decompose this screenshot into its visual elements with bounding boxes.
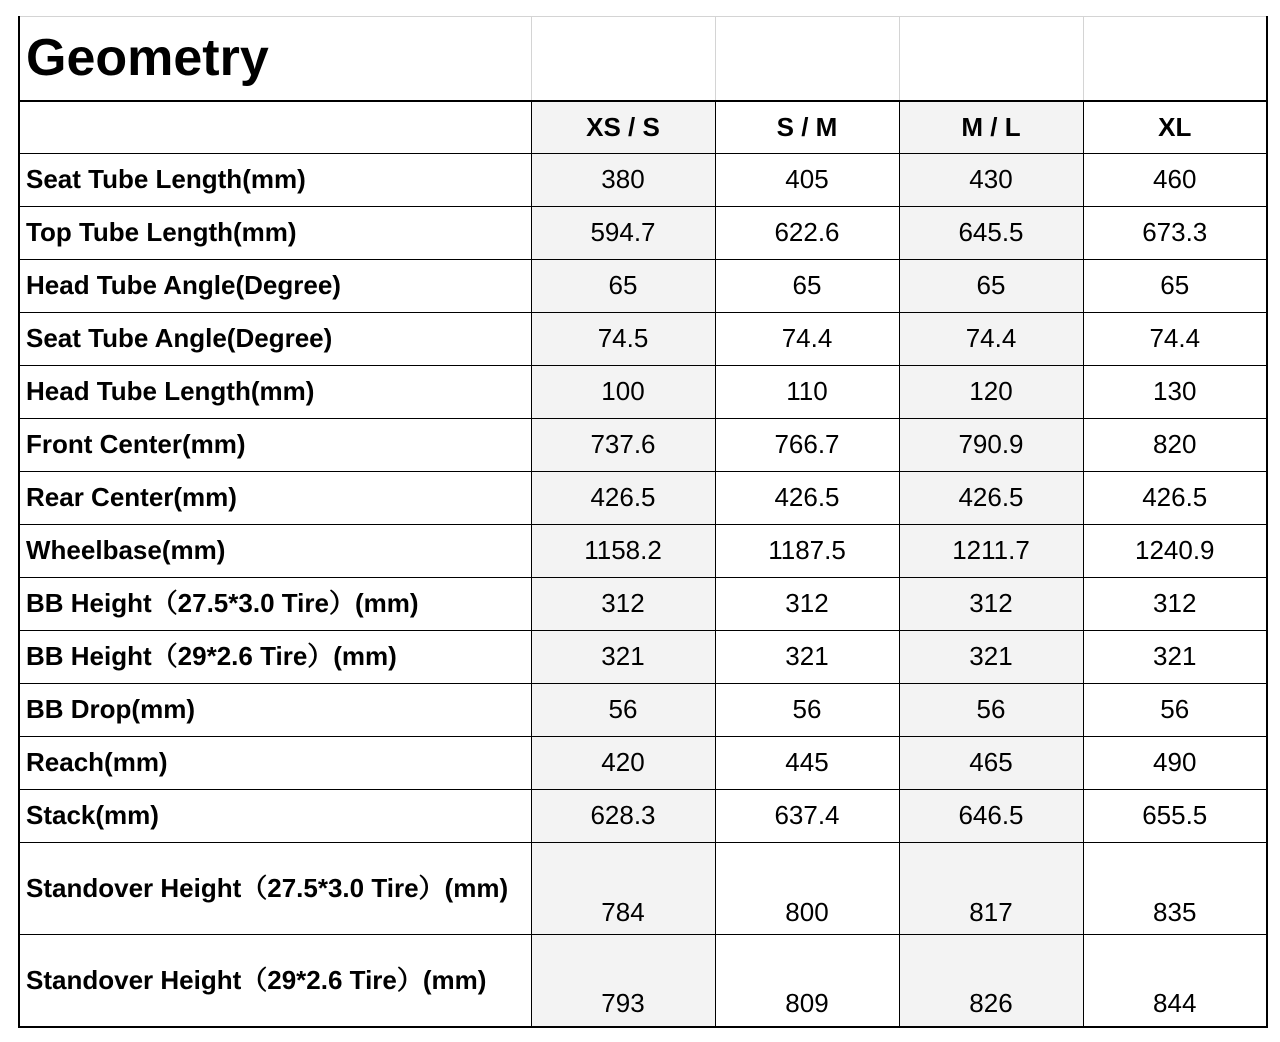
size-header-cell: XL [1083, 101, 1267, 154]
value-cell: 445 [715, 737, 899, 790]
value-cell: 793 [531, 935, 715, 1027]
row-label: Seat Tube Length(mm) [19, 154, 531, 207]
row-label: BB Drop(mm) [19, 684, 531, 737]
row-label: Standover Height（27.5*3.0 Tire）(mm) [19, 843, 531, 935]
value-cell: 100 [531, 366, 715, 419]
value-cell: 737.6 [531, 419, 715, 472]
value-cell: 65 [899, 260, 1083, 313]
empty-cell [1083, 17, 1267, 101]
value-cell: 405 [715, 154, 899, 207]
value-cell: 426.5 [531, 472, 715, 525]
value-cell: 420 [531, 737, 715, 790]
value-cell: 56 [899, 684, 1083, 737]
value-cell: 74.4 [899, 313, 1083, 366]
empty-cell [715, 17, 899, 101]
value-cell: 74.5 [531, 313, 715, 366]
empty-cell [531, 17, 715, 101]
value-cell: 490 [1083, 737, 1267, 790]
value-cell: 1187.5 [715, 525, 899, 578]
row-label: Stack(mm) [19, 790, 531, 843]
value-cell: 646.5 [899, 790, 1083, 843]
value-cell: 312 [715, 578, 899, 631]
value-cell: 835 [1083, 843, 1267, 935]
table-row [19, 737, 1267, 790]
empty-cell [899, 17, 1083, 101]
header-corner-cell [19, 101, 531, 154]
size-header-cell: S / M [715, 101, 899, 154]
row-label: BB Height（27.5*3.0 Tire）(mm) [19, 578, 531, 631]
value-cell: 784 [531, 843, 715, 935]
table-row [19, 684, 1267, 737]
row-label: Wheelbase(mm) [19, 525, 531, 578]
value-cell: 56 [715, 684, 899, 737]
value-cell: 460 [1083, 154, 1267, 207]
value-cell: 809 [715, 935, 899, 1027]
value-cell: 56 [531, 684, 715, 737]
value-cell: 312 [1083, 578, 1267, 631]
value-cell: 312 [899, 578, 1083, 631]
table-title: Geometry [19, 17, 531, 101]
value-cell: 130 [1083, 366, 1267, 419]
table-row [19, 525, 1267, 578]
value-cell: 426.5 [899, 472, 1083, 525]
table-row [19, 419, 1267, 472]
row-label: Rear Center(mm) [19, 472, 531, 525]
value-cell: 820 [1083, 419, 1267, 472]
table-row [19, 631, 1267, 684]
value-cell: 1158.2 [531, 525, 715, 578]
value-cell: 790.9 [899, 419, 1083, 472]
value-cell: 622.6 [715, 207, 899, 260]
table-row [19, 154, 1267, 207]
value-cell: 65 [1083, 260, 1267, 313]
value-cell: 844 [1083, 935, 1267, 1027]
value-cell: 817 [899, 843, 1083, 935]
size-header-cell: XS / S [531, 101, 715, 154]
value-cell: 65 [715, 260, 899, 313]
value-cell: 120 [899, 366, 1083, 419]
value-cell: 1211.7 [899, 525, 1083, 578]
table-row [19, 260, 1267, 313]
value-cell: 645.5 [899, 207, 1083, 260]
row-label: Seat Tube Angle(Degree) [19, 313, 531, 366]
value-cell: 110 [715, 366, 899, 419]
value-cell: 766.7 [715, 419, 899, 472]
value-cell: 426.5 [1083, 472, 1267, 525]
table-row [19, 313, 1267, 366]
table-row [19, 472, 1267, 525]
row-label: BB Height（29*2.6 Tire）(mm) [19, 631, 531, 684]
row-label: Head Tube Angle(Degree) [19, 260, 531, 313]
table-row [19, 935, 1267, 1027]
value-cell: 321 [715, 631, 899, 684]
table-row [19, 790, 1267, 843]
row-label: Reach(mm) [19, 737, 531, 790]
value-cell: 826 [899, 935, 1083, 1027]
value-cell: 465 [899, 737, 1083, 790]
value-cell: 56 [1083, 684, 1267, 737]
value-cell: 321 [899, 631, 1083, 684]
value-cell: 74.4 [715, 313, 899, 366]
value-cell: 312 [531, 578, 715, 631]
geometry-table [18, 16, 1268, 1028]
value-cell: 800 [715, 843, 899, 935]
row-label: Front Center(mm) [19, 419, 531, 472]
value-cell: 321 [1083, 631, 1267, 684]
value-cell: 426.5 [715, 472, 899, 525]
value-cell: 673.3 [1083, 207, 1267, 260]
value-cell: 594.7 [531, 207, 715, 260]
value-cell: 637.4 [715, 790, 899, 843]
table-row [19, 578, 1267, 631]
value-cell: 1240.9 [1083, 525, 1267, 578]
row-label: Top Tube Length(mm) [19, 207, 531, 260]
row-label: Head Tube Length(mm) [19, 366, 531, 419]
value-cell: 65 [531, 260, 715, 313]
value-cell: 74.4 [1083, 313, 1267, 366]
value-cell: 430 [899, 154, 1083, 207]
value-cell: 628.3 [531, 790, 715, 843]
table-row [19, 843, 1267, 935]
value-cell: 655.5 [1083, 790, 1267, 843]
title-row [19, 17, 1267, 101]
value-cell: 380 [531, 154, 715, 207]
value-cell: 321 [531, 631, 715, 684]
row-label: Standover Height（29*2.6 Tire）(mm) [19, 935, 531, 1027]
size-header-row [19, 101, 1267, 154]
table-row [19, 366, 1267, 419]
table-row [19, 207, 1267, 260]
size-header-cell: M / L [899, 101, 1083, 154]
